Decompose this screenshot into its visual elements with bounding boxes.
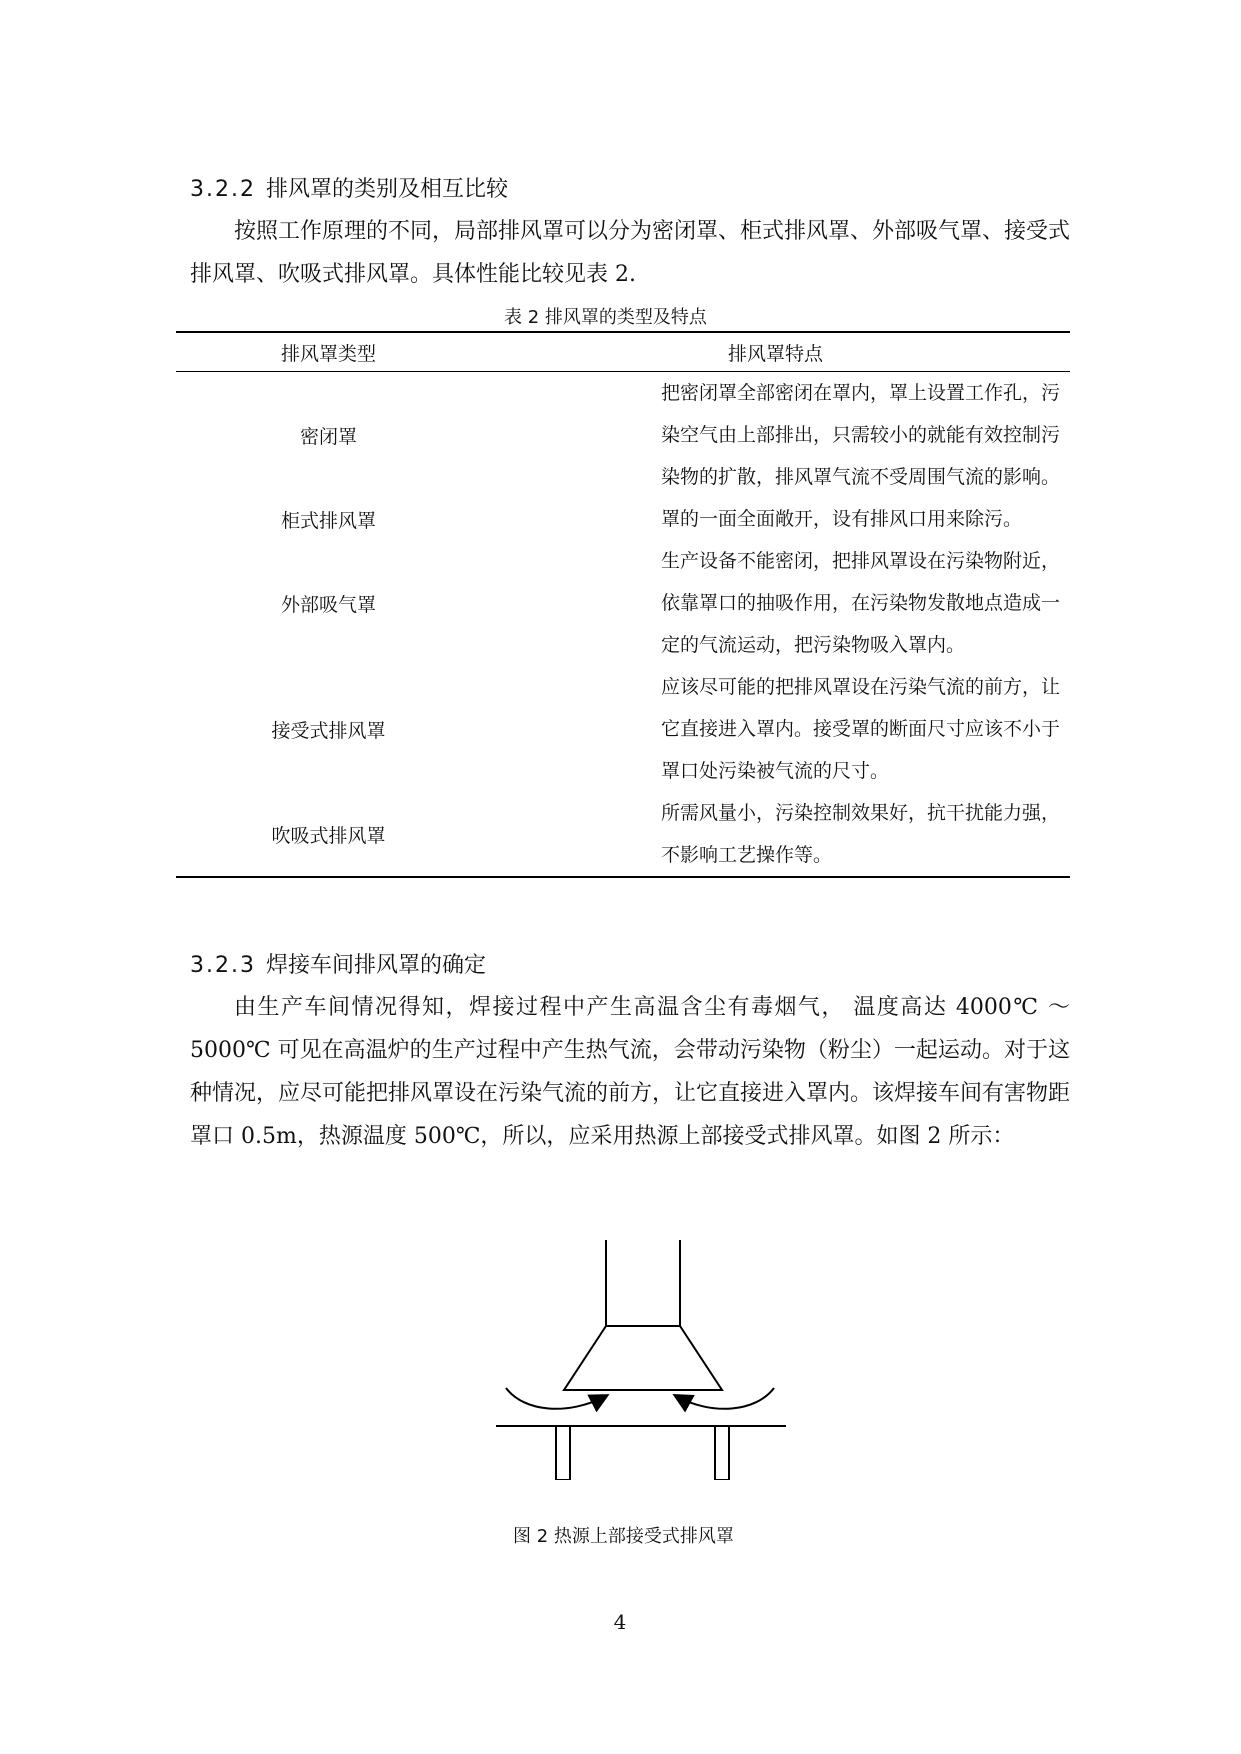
section-title: 焊接车间排风罩的确定 [265,953,486,978]
table-row [176,372,1070,499]
table-cell-feature: 所需风量小，污染控制效果好，抗干扰能力强，不影响工艺操作等。 [661,802,1061,866]
table-cell-feature: 应该尽可能的把排风罩设在污染气流的前方，让它直接进入罩内。接受罩的断面尺寸应该不小于罩口处污染被气流的尺寸。 [661,676,1061,782]
section-paragraph-3-2-2: 按照工作原理的不同，局部排风罩可以分为密闭罩、柜式排风罩、外部吸气罩、接受式排风罩、吹吸式排风罩。具体性能比较见表 2. [190,219,1071,287]
hood-body [564,1326,722,1390]
table-cell-type: 吹吸式排风罩 [271,824,386,847]
airflow-left [506,1388,606,1409]
table-caption: 表 2 排风罩的类型及特点 [504,307,707,328]
support-leg-right [715,1426,729,1480]
table-cell-type: 密闭罩 [299,425,357,448]
hood-diagram [490,1240,790,1480]
page-number: 4 [613,1610,627,1634]
table-cell-feature: 罩的一面全面敞开，设有排风口用来除污。 [661,508,1023,530]
support-leg-left [556,1426,570,1480]
table-row [176,540,1070,666]
figure-caption: 图 2 热源上部接受式排风罩 [513,1526,734,1547]
table-row [176,498,1070,540]
table-cell-feature: 把密闭罩全部密闭在罩内，罩上设置工作孔，污染空气由上部排出，只需较小的就能有效控制污染物的扩散，排风罩气流不受周围气流的影响。 [661,382,1061,488]
section-number: 3.2.2 [190,177,256,202]
table-cell-type: 柜式排风罩 [280,509,376,532]
table-cell-feature: 生产设备不能密闭，把排风罩设在污染物附近，依靠罩口的抽吸作用，在污染物发散地点造成一定的气流运动，把污染物吸入罩内。 [661,550,1061,656]
table-header-feature: 排风罩特点 [481,332,1070,372]
table-header-row [176,332,1070,372]
table-cell-type: 接受式排风罩 [271,719,386,742]
table-row [176,666,1070,792]
table-row [176,792,1070,877]
hood-types-table [176,331,1070,878]
table-cell-type: 外部吸气罩 [280,593,376,616]
table-header-type: 排风罩类型 [176,332,481,372]
section-number: 3.2.3 [190,953,256,978]
section-heading-3-2-3 [190,948,486,979]
section-heading-3-2-2 [190,172,508,203]
airflow-right [676,1388,774,1409]
section-title: 排风罩的类别及相互比较 [265,177,508,202]
section-paragraph-3-2-3: 由生产车间情况得知，焊接过程中产生高温含尘有毒烟气， 温度高达 4000℃ ～ 5000℃ 可见在高温炉的生产过程中产生热气流，会带动污染物（粉尘）一起运动。对于这种情况，应尽可能把排风罩设在污染气流的前方，让它直接进入罩内。该焊接车间有害物距罩口 0.5m，热源温度 500℃，所以，应采用热源上部接受式排风罩。如图 2 所示： [190,995,1071,1149]
